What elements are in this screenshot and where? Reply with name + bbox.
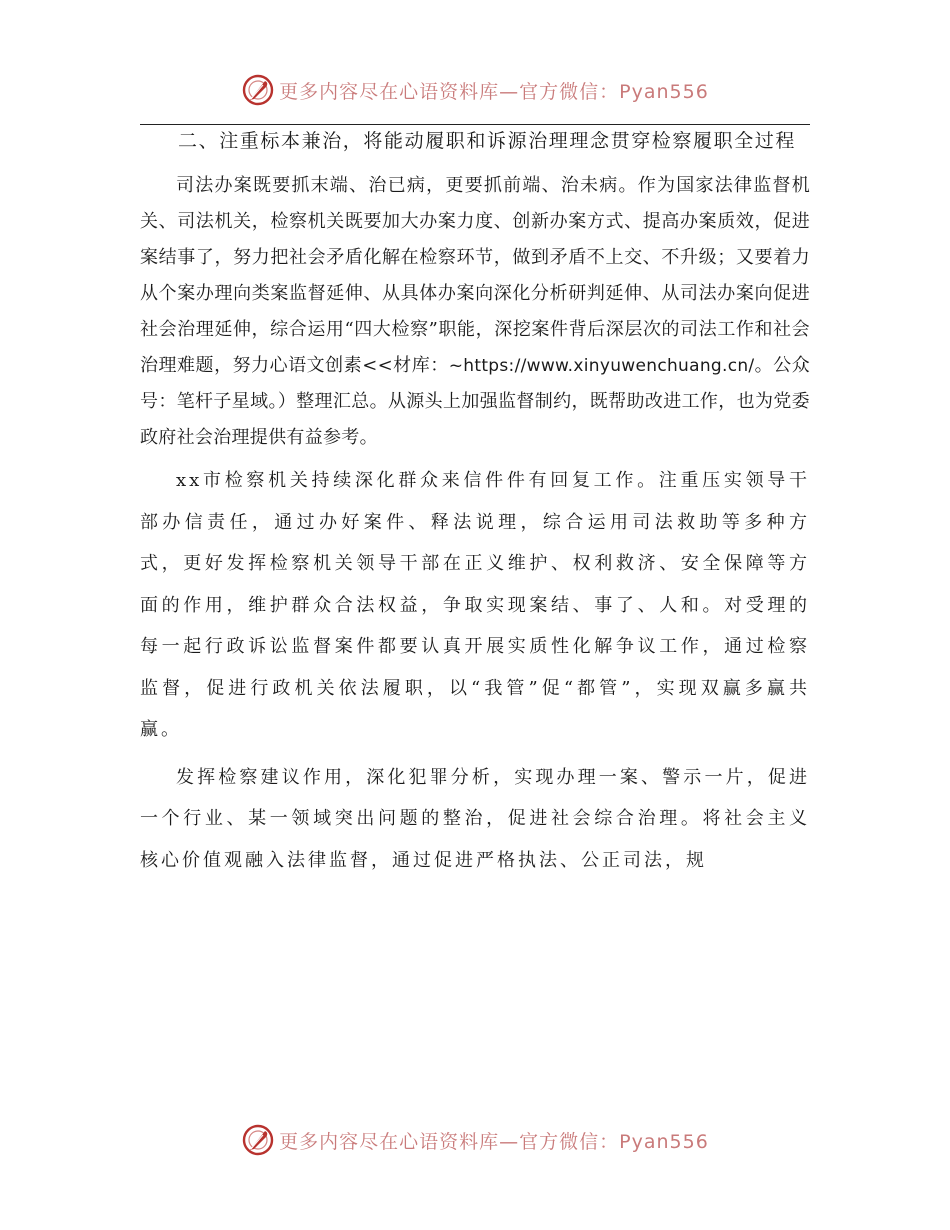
document-body xyxy=(140,118,810,887)
footer-banner xyxy=(0,1118,950,1162)
quill-logo-icon xyxy=(241,1123,275,1157)
header-banner xyxy=(0,68,950,112)
section-heading: 二、注重标本兼治，将能动履职和诉源治理理念贯穿检察履职全过程 xyxy=(178,130,797,152)
footer-banner-text: 更多内容尽在心语资料库—官方微信：Pyan556 xyxy=(279,1130,709,1153)
paragraph-3: 发挥检察建议作用，深化犯罪分析，实现办理一案、警示一片，促进一个行业、某一领域突出问题的整治，促进社会综合治理。将社会主义核心价值观融入法律监督，通过促进严格执法、公正司法，规 xyxy=(140,766,810,871)
paragraph-1-text-a: 司法办案既要抓末端、治已病，更要抓前端、治未病。作为国家法律监督机关、司法机关，检察机关既要加大办案力度、创新办案方式、提高办案质效，促进案结事了，努力把社会矛盾化解在检察环节，做到矛盾不上交、不升级；又要着力从个案办理向类案监督延伸、从具体办案向深化分析研判延伸、从司法办案向促进社会治理延伸，综合运用“四大检察”职能，深挖案件背后深层次的司法工作和社会治理难题，努力心语文创素<<材库： xyxy=(140,175,810,376)
paragraph-1-text-b: 。公众号：笔杆子星域。）整理汇总。从源头上加强监督制约，既帮助改进工作，也为党委政府社会治理提供有益参考。 xyxy=(140,355,811,448)
paragraph-2: xx市检察机关持续深化群众来信件件有回复工作。注重压实领导干部办信责任，通过办好案件、释法说理，综合运用司法救助等多种方式，更好发挥检察机关领导干部在正义维护、权利救济、安全保障等方面的作用，维护群众合法权益，争取实现案结、事了、人和。对受理的每一起行政诉讼监督案件都要认真开展实质性化解争议工作，通过检察监督，促进行政机关依法履职，以“我管”促“都管”，实现双赢多赢共赢。 xyxy=(140,470,810,740)
header-banner-text: 更多内容尽在心语资料库—官方微信：Pyan556 xyxy=(279,80,709,103)
quill-logo-icon xyxy=(241,73,275,107)
paragraph-1-url: ~https://www.xinyuwenchuang.cn/ xyxy=(448,356,755,376)
paragraph-1 xyxy=(140,168,810,456)
